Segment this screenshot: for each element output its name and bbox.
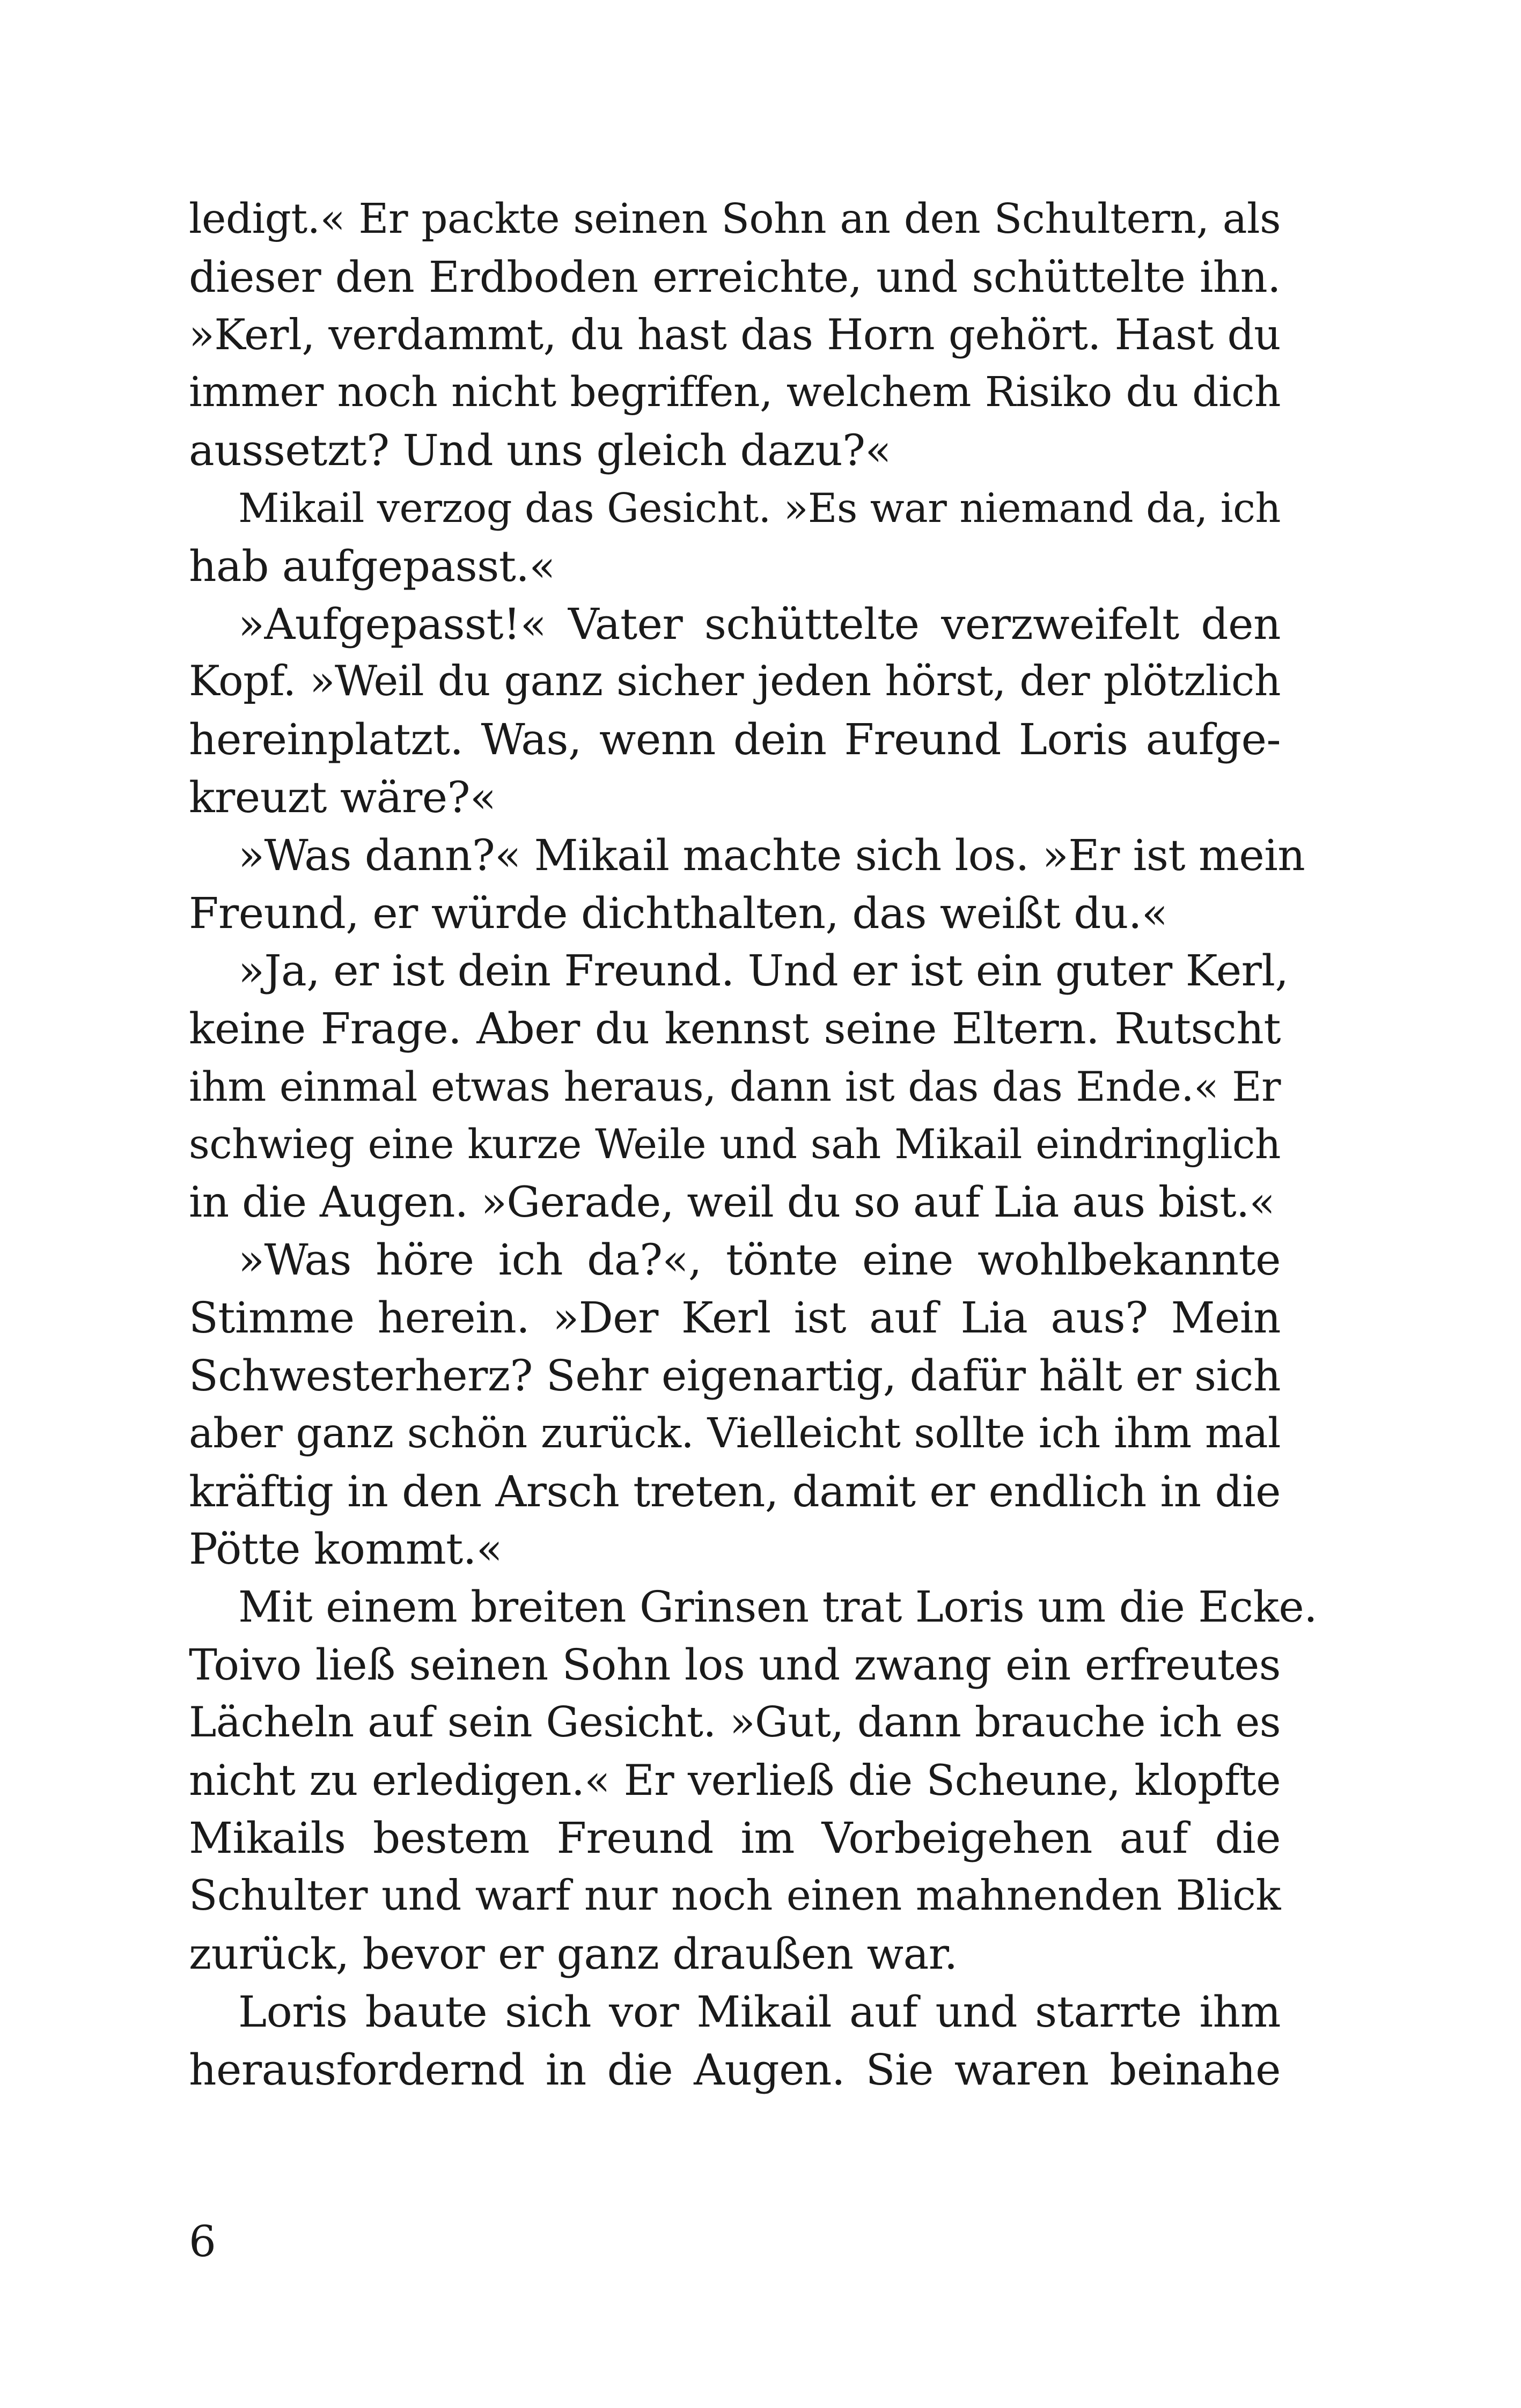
page-number: 6 (189, 2216, 216, 2266)
text-line: aber ganz schön zurück. Vielleicht sollte ich ihm mal (189, 1409, 1281, 1457)
text-line: zurück, bevor er ganz draußen war. (189, 1928, 958, 1979)
text-line: Mikails bestem Freund im Vorbeigehen auf die (189, 1813, 1281, 1864)
text-line: »Was dann?« Mikail machte sich los. »Er ist mein (238, 830, 1305, 880)
text-line: kräftig in den Arsch treten, damit er endlich in die (189, 1466, 1281, 1516)
body-text (189, 190, 1318, 2098)
text-line: »Kerl, verdammt, du hast das Horn gehört. Hast du (189, 310, 1281, 359)
text-line: Loris baute sich vor Mikail auf und starrte ihm (238, 1986, 1281, 2037)
text-line: Schulter und warf nur noch einen mahnenden Blick (189, 1872, 1281, 1920)
text-line: »Aufgepasst!« Vater schüttelte verzweifelt den (238, 599, 1281, 649)
text-line: immer noch nicht begriffen, welchem Risiko du dich (189, 368, 1281, 417)
text-line: Schwesterherz? Sehr eigenartig, dafür hält er sich (189, 1350, 1281, 1401)
text-line: Kopf. »Weil du ganz sicher jeden hörst, der plötzlich (189, 657, 1281, 706)
text-line: kreuzt wäre?« (189, 772, 496, 822)
text-line: in die Augen. »Gerade, weil du so auf Lia aus bist.« (189, 1177, 1275, 1227)
text-line: Mikail verzog das Gesicht. »Es war niemand da, ich (238, 484, 1281, 532)
text-line: nicht zu erledigen.« Er verließ die Scheune, klopfte (189, 1756, 1281, 1805)
text-line: dieser den Erdboden erreichte, und schüttelte ihn. (189, 252, 1281, 302)
text-line: Stimme herein. »Der Kerl ist auf Lia aus? Mein (189, 1293, 1281, 1343)
text-line: ledigt.« Er packte seinen Sohn an den Schultern, als (189, 195, 1281, 243)
text-line: hereinplatzt. Was, wenn dein Freund Loris aufge- (189, 715, 1281, 765)
text-line: Freund, er würde dichthalten, das weißt du.« (189, 888, 1168, 938)
text-line: Mit einem breiten Grinsen trat Loris um die Ecke. (238, 1582, 1318, 1632)
text-line: Lächeln auf sein Gesicht. »Gut, dann brauche ich es (189, 1698, 1281, 1747)
text-line: herausfordernd in die Augen. Sie waren beinahe (189, 2044, 1281, 2095)
text-line: Toivo ließ seinen Sohn los und zwang ein erfreutes (189, 1639, 1281, 1690)
text-line: schwieg eine kurze Weile und sah Mikail eindringlich (189, 1120, 1281, 1168)
text-line: »Ja, er ist dein Freund. Und er ist ein guter Kerl, (238, 946, 1289, 996)
text-line: Pötte kommt.« (189, 1524, 503, 1574)
text-line: hab aufgepasst.« (189, 541, 555, 591)
text-line: ihm einmal etwas heraus, dann ist das das Ende.« Er (189, 1062, 1281, 1110)
text-line: aussetzt? Und uns gleich dazu?« (189, 425, 891, 476)
text-line: keine Frage. Aber du kennst seine Eltern. Rutscht (189, 1004, 1281, 1054)
text-line: »Was höre ich da?«, tönte eine wohlbekannte (238, 1235, 1281, 1285)
